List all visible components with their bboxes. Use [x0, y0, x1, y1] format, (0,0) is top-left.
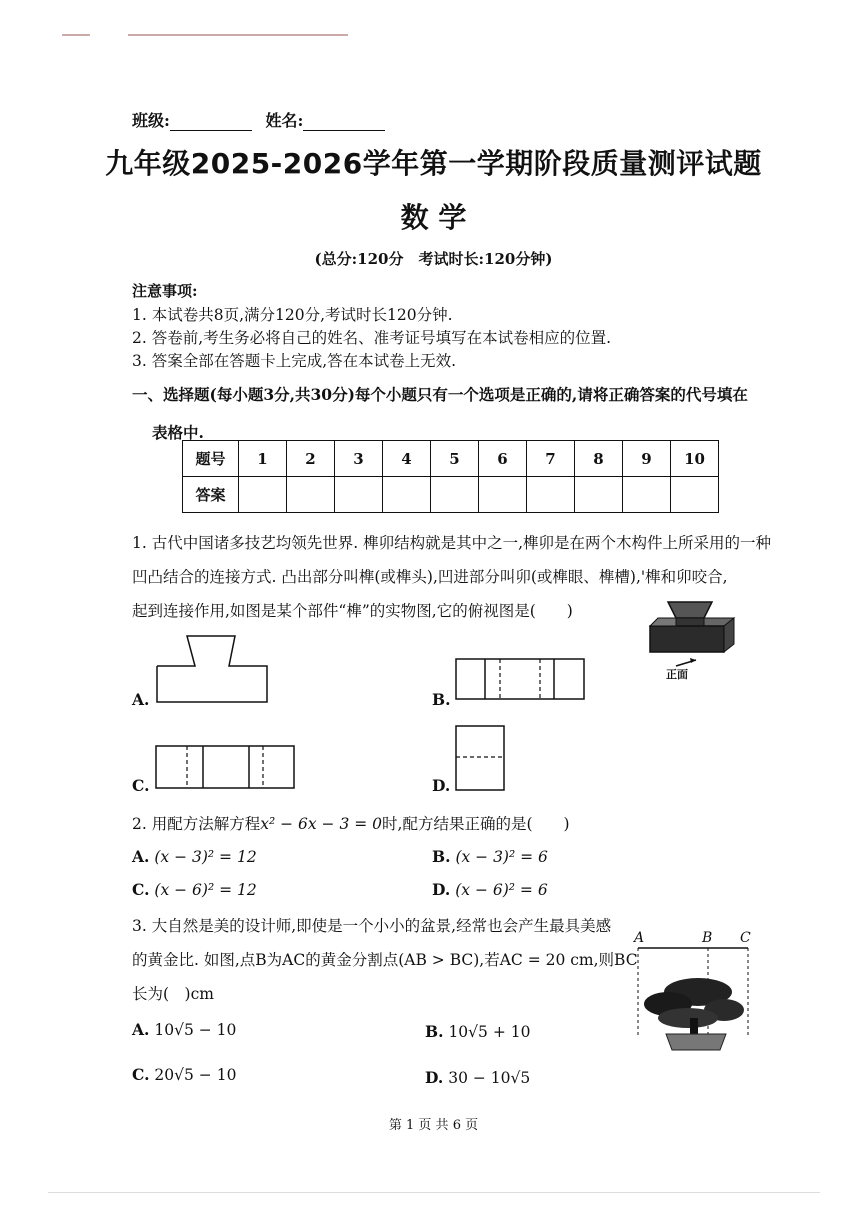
section-heading: 一、选择题(每小题3分,共30分)每个小题只有一个选项是正确的,请将正确答案的代号填在	[132, 385, 748, 404]
q3-option-b[interactable]	[425, 1022, 530, 1041]
table-cell: 2	[287, 441, 335, 477]
page-number: 第 1 页 共 6 页	[388, 1118, 479, 1133]
q3-option-label: B.	[425, 1022, 444, 1041]
page-edge	[48, 1192, 820, 1193]
point-a-label: A	[634, 930, 645, 946]
class-field	[132, 108, 385, 131]
subject-title: 数 学	[400, 201, 467, 234]
q2-option-label: C.	[132, 880, 150, 899]
table-cell: 5	[431, 441, 479, 477]
q3-option-label: C.	[132, 1065, 150, 1084]
notice-item: 3. 答案全部在答题卡上完成,答在本试卷上无效.	[132, 352, 457, 370]
answer-table	[182, 440, 719, 513]
answer-cell[interactable]	[383, 477, 431, 513]
q2-option-text: (x − 3)² = 12	[154, 848, 257, 866]
q2-stem-post: 时,配方结果正确的是( )	[382, 815, 570, 833]
q2-option-text: (x − 3)² = 6	[455, 848, 548, 866]
q1-option-b-figure[interactable]	[455, 658, 587, 702]
q1-option-a-label[interactable]: A.	[132, 690, 150, 709]
q2-option-label: A.	[132, 847, 150, 866]
q1-option-c-label[interactable]: C.	[132, 776, 150, 795]
page-title: 九年级2025-2026学年第一学期阶段质量测评试题	[105, 147, 762, 180]
q1-line: 1. 古代中国诸多技艺均领先世界. 榫卯结构就是其中之一,榫卯是在两个木构件上所采用的一种	[132, 534, 771, 552]
q1-option-d-figure[interactable]	[455, 725, 507, 793]
exam-meta: (总分:120分 考试时长:120分钟)	[314, 250, 553, 268]
point-c-label: C	[740, 930, 751, 946]
table-cell: 8	[575, 441, 623, 477]
q3-option-a[interactable]	[132, 1020, 236, 1039]
notice-item: 1. 本试卷共8页,满分120分,考试时长120分钟.	[132, 306, 453, 324]
answer-cell[interactable]	[575, 477, 623, 513]
answer-cell[interactable]	[239, 477, 287, 513]
answer-cell[interactable]	[287, 477, 335, 513]
q3-option-d[interactable]	[425, 1068, 530, 1087]
answer-cell[interactable]	[527, 477, 575, 513]
table-row	[183, 441, 719, 477]
q3-option-label: A.	[132, 1020, 150, 1039]
q2-option-c[interactable]	[132, 880, 257, 899]
q1-line: 凹凸结合的连接方式. 凸出部分叫榫(或榫头),凹进部分叫卯(或榫眼、榫槽),'榫和卯咬合,	[132, 568, 728, 586]
scan-mark	[128, 34, 348, 36]
table-row	[183, 477, 719, 513]
answer-cell[interactable]	[431, 477, 479, 513]
q2-equation: x² − 6x − 3 = 0	[260, 815, 383, 833]
q1-line: 起到连接作用,如图是某个部件“榫”的实物图,它的俯视图是( )	[132, 602, 573, 620]
q1-option-a-figure[interactable]	[155, 634, 271, 704]
q1-option-d-label[interactable]: D.	[432, 776, 451, 795]
table-cell: 6	[479, 441, 527, 477]
table-cell: 1	[239, 441, 287, 477]
q3-option-text: 20√5 − 10	[154, 1066, 237, 1084]
class-label: 班级:	[132, 111, 170, 130]
notice-item: 2. 答卷前,考生务必将自己的姓名、准考证号填写在本试卷相应的位置.	[132, 329, 612, 347]
table-cell: 7	[527, 441, 575, 477]
q2-option-text: (x − 6)² = 12	[154, 881, 257, 899]
tenon-3d-figure	[646, 596, 742, 682]
name-label: 姓名:	[265, 111, 304, 130]
table-cell: 4	[383, 441, 431, 477]
q3-line: 长为( )cm	[132, 985, 214, 1003]
answer-cell[interactable]	[671, 477, 719, 513]
q2-option-d[interactable]	[432, 880, 548, 899]
section-heading-cont: 表格中.	[152, 423, 204, 442]
name-blank[interactable]	[303, 116, 385, 131]
scan-mark	[62, 34, 90, 36]
q2-option-label: B.	[432, 847, 451, 866]
q3-option-c[interactable]	[132, 1065, 236, 1084]
q3-option-text: 10√5 − 10	[154, 1021, 237, 1039]
q3-option-label: D.	[425, 1068, 444, 1087]
answer-cell[interactable]	[335, 477, 383, 513]
notice-heading: 注意事项:	[132, 282, 198, 300]
q3-line: 的黄金比. 如图,点B为AC的黄金分割点(AB > BC),若AC = 20 cm,则BC	[132, 951, 638, 969]
q1-option-c-figure[interactable]	[155, 745, 297, 791]
front-label: 正面	[666, 668, 688, 681]
q2-option-label: D.	[432, 880, 451, 899]
table-head-number: 题号	[183, 441, 239, 477]
point-b-label: B	[702, 930, 713, 946]
table-cell: 3	[335, 441, 383, 477]
q2-option-text: (x − 6)² = 6	[455, 881, 548, 899]
q3-option-text: 30 − 10√5	[448, 1069, 531, 1087]
q2-stem	[132, 812, 570, 834]
q1-option-b-label[interactable]: B.	[432, 690, 451, 709]
table-cell: 10	[671, 441, 719, 477]
class-blank[interactable]	[170, 116, 252, 131]
bonsai-golden-ratio-figure	[628, 926, 758, 1066]
q2-stem-pre: 2. 用配方法解方程	[132, 815, 261, 833]
answer-cell[interactable]	[623, 477, 671, 513]
table-head-answer: 答案	[183, 477, 239, 513]
q3-line: 3. 大自然是美的设计师,即使是一个小小的盆景,经常也会产生最具美感	[132, 917, 612, 935]
q2-option-a[interactable]	[132, 847, 257, 866]
table-cell: 9	[623, 441, 671, 477]
q3-option-text: 10√5 + 10	[448, 1023, 531, 1041]
q2-option-b[interactable]	[432, 847, 548, 866]
answer-cell[interactable]	[479, 477, 527, 513]
